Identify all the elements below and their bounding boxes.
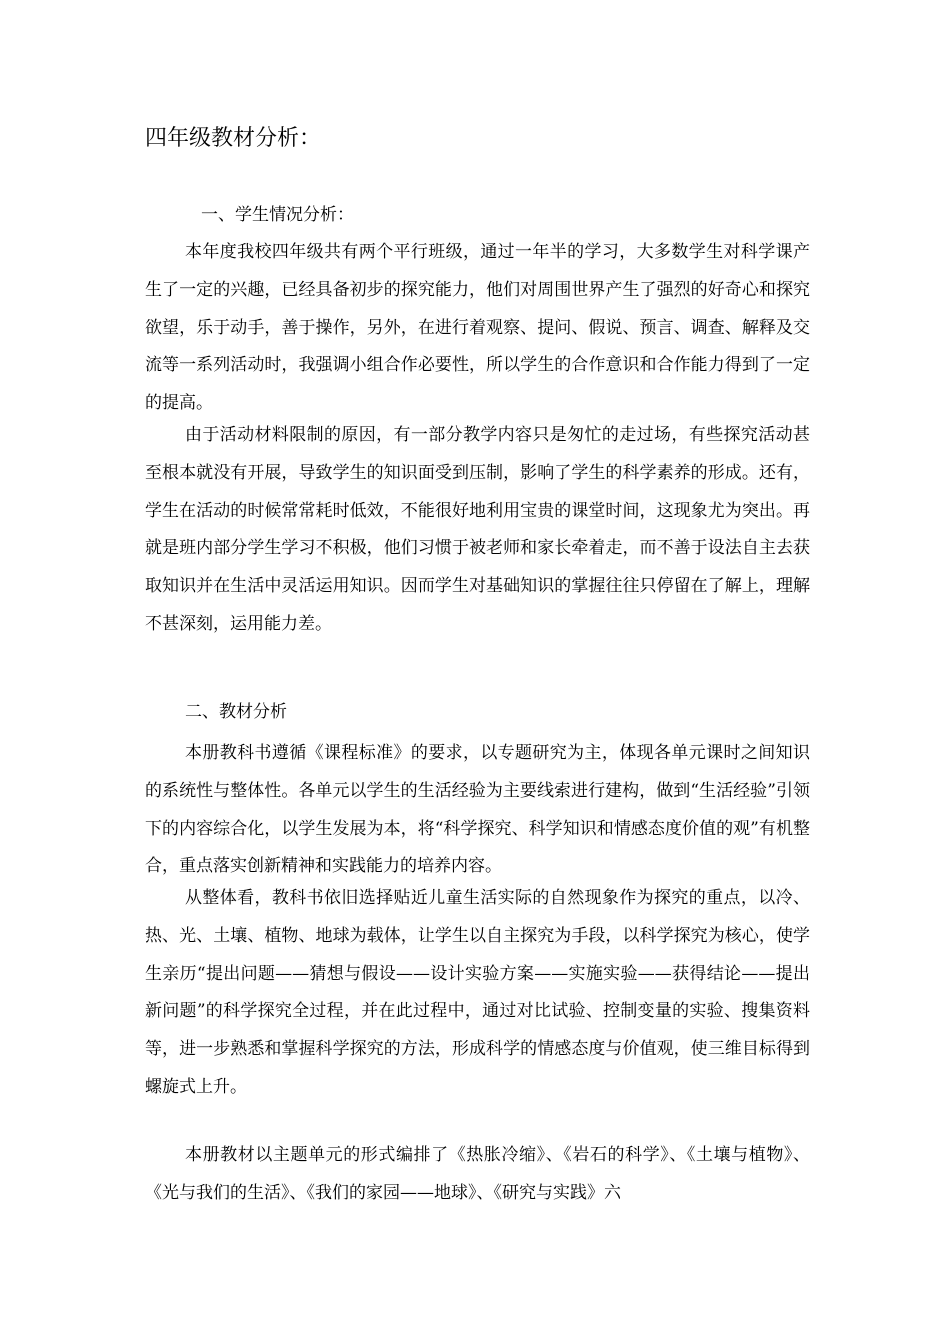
paragraph-student-interest: 本年度我校四年级共有两个平行班级，通过一年半的学习，大多数学生对科学课产生了一定的兴趣，已经具备初步的探究能力，他们对周围世界产生了强烈的好奇心和探究欲望，乐于动手，善于操作，另外，在进行着观察、提问、假说、预言、调查、解释及交流等一系列活动时，我强调小组合作必要性，所以学生的合作意识和合作能力得到了一定的提高。 [145, 242, 810, 414]
document-title: 四年级教材分析： [145, 126, 322, 151]
section-heading-textbook-analysis: 二、教材分析 [185, 702, 287, 722]
paragraph-textbook-overview: 从整体看，教科书依旧选择贴近儿童生活实际的自然现象作为探究的重点，以冷、热、光、土壤、植物、地球为载体，让学生以自主探究为手段，以科学探究为核心，使学生亲历“提出问题——猜想与假设——设计实验方案——实施实验——获得结论——提出新问题”的科学探究全过程，并在此过程中，通过对比试验、控制变量的实验、搜集资料等，进一步熟悉和掌握科学探究的方法，形成科学的情感态度与价值观，使三维目标得到螺旋式上升。 [145, 888, 810, 1097]
section-heading-student-analysis: 一、学生情况分析： [201, 205, 354, 225]
paragraph-textbook-standards: 本册教科书遵循《课程标准》的要求，以专题研究为主，体现各单元课时之间知识的系统性与整体性。各单元以学生的生活经验为主要线索进行建构，做到“生活经验”引领下的内容综合化，以学生发展为本，将“科学探究、科学知识和情感态度价值的观”有机整合，重点落实创新精神和实践能力的培养内容。 [145, 743, 810, 877]
paragraph-student-problems: 由于活动材料限制的原因，有一部分教学内容只是匆忙的走过场，有些探究活动甚至根本就没有开展，导致学生的知识面受到压制，影响了学生的科学素养的形成。还有，学生在活动的时候常常耗时低效，不能很好地利用宝贵的课堂时间，这现象尤为突出。再就是班内部分学生学习不积极，他们习惯于被老师和家长牵着走，而不善于设法自主去获取知识并在生活中灵活运用知识。因而学生对基础知识的掌握往往只停留在了解上，理解不甚深刻，运用能力差。 [145, 425, 810, 634]
paragraph-textbook-units: 本册教材以主题单元的形式编排了《热胀冷缩》、《岩石的科学》、《土壤与植物》、《光与我们的生活》、《我们的家园——地球》、《研究与实践》六 [145, 1145, 810, 1203]
